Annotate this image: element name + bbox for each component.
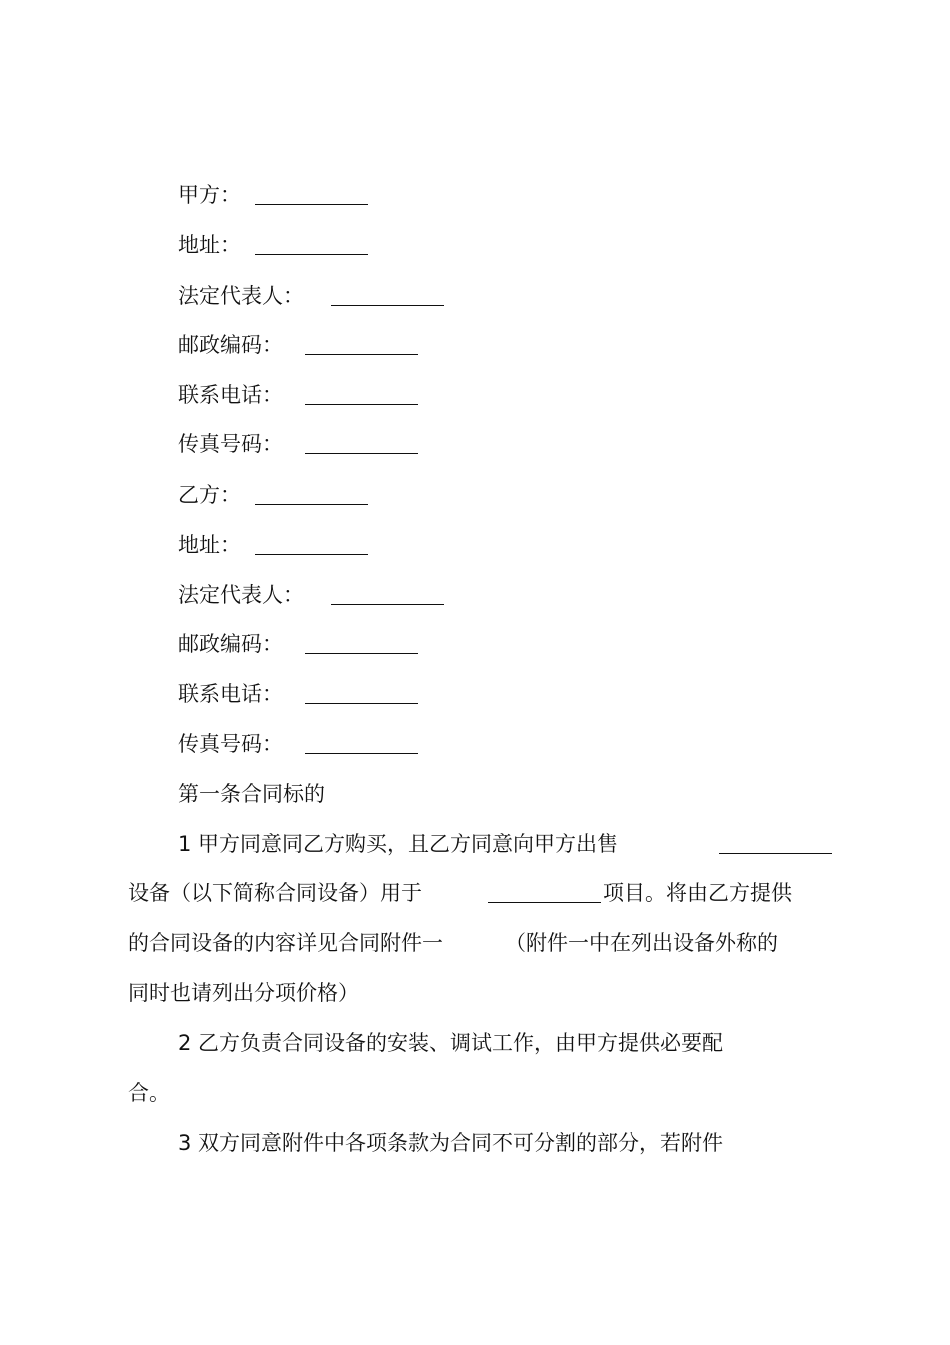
fill-in-blank[interactable] [255,482,368,505]
clause-text: 1 甲方同意同乙方购买，且乙方同意向甲方出售 [178,832,619,856]
field-label: 邮政编码： [178,632,283,656]
clause-text: 合。 [128,1081,170,1105]
clause-text: 项目。将由乙方提供 [603,881,792,905]
fill-in-blank[interactable] [305,631,418,654]
field-label: 甲方： [178,183,241,207]
field-label: 法定代表人： [178,583,304,607]
field-label: 法定代表人： [178,284,304,308]
field-label: 地址： [178,533,241,557]
clause-text: 的合同设备的内容详见合同附件一 [128,931,443,955]
field-label: 邮政编码： [178,333,283,357]
fill-in-blank[interactable] [488,880,601,903]
fill-in-blank[interactable] [305,382,418,405]
fill-in-blank[interactable] [305,332,418,355]
field-label: 联系电话： [178,383,283,407]
fill-in-blank[interactable] [255,182,368,205]
fill-in-blank[interactable] [719,831,832,854]
clause-text: （附件一中在列出设备外称的 [505,931,778,955]
clause-text: 设备（以下简称合同设备）用于 [128,881,422,905]
fill-in-blank[interactable] [305,731,418,754]
fill-in-blank[interactable] [331,283,444,306]
field-label: 联系电话： [178,682,283,706]
fill-in-blank[interactable] [305,431,418,454]
field-label: 传真号码： [178,732,283,756]
fill-in-blank[interactable] [305,681,418,704]
clause-text: 同时也请列出分项价格） [128,981,359,1005]
fill-in-blank[interactable] [331,582,444,605]
field-label: 传真号码： [178,432,283,456]
field-label: 地址： [178,233,241,257]
field-label: 乙方： [178,483,241,507]
fill-in-blank[interactable] [255,232,368,255]
fill-in-blank[interactable] [255,532,368,555]
article-heading: 第一条合同标的 [178,782,325,806]
clause-text: 2 乙方负责合同设备的安装、调试工作，由甲方提供必要配 [178,1031,724,1055]
clause-text: 3 双方同意附件中各项条款为合同不可分割的部分，若附件 [178,1131,724,1155]
